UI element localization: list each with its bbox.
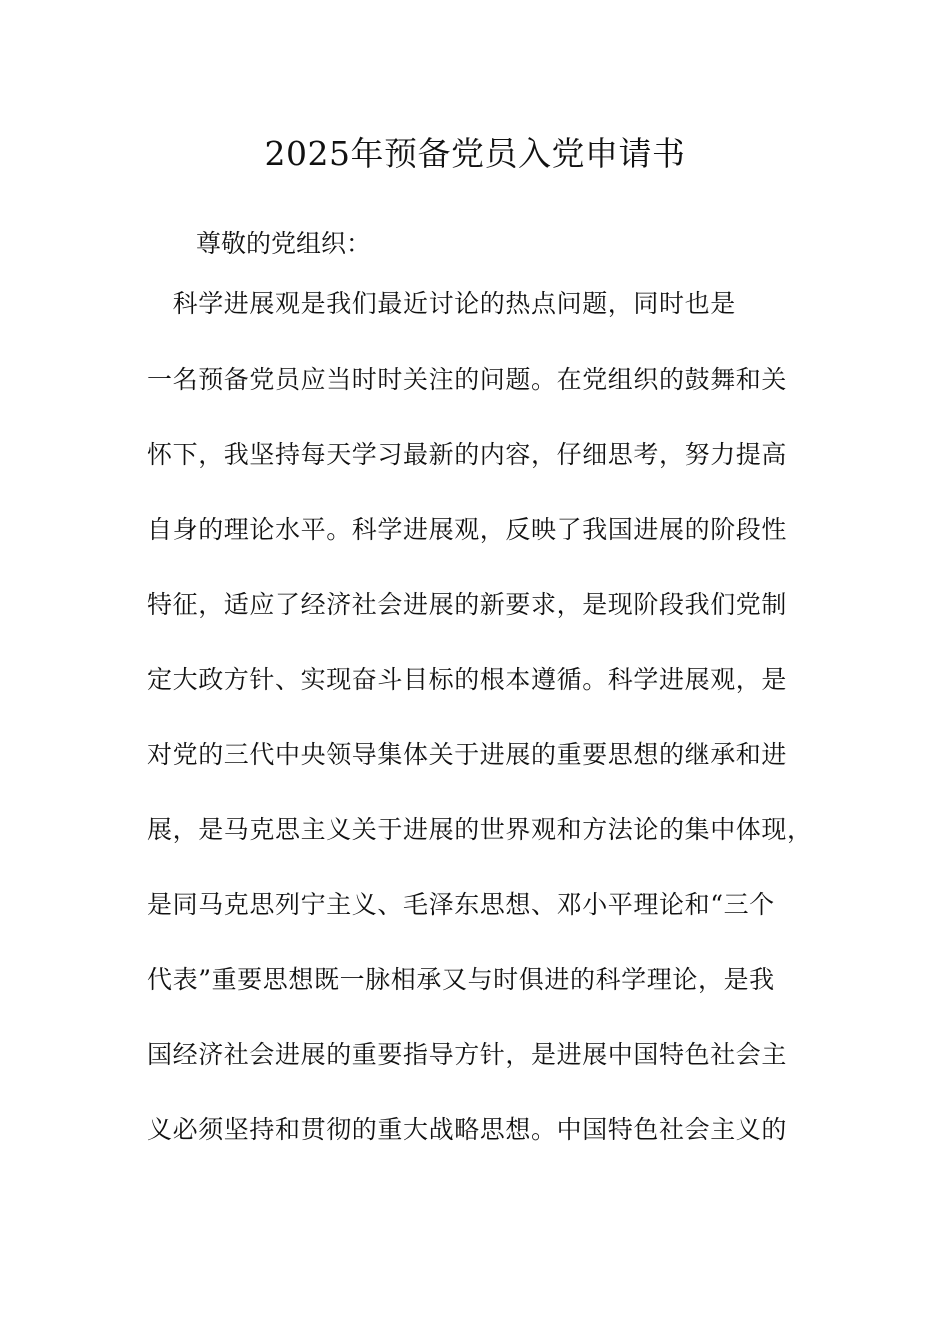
body-line: 一名预备党员应当时时关注的问题。在党组织的鼓舞和关 [147, 365, 788, 394]
body-line: 义必须坚持和贯彻的重大战略思想。中国特色社会主义的 [147, 1115, 788, 1144]
body-line: 科学进展观是我们最近讨论的热点问题，同时也是 [147, 289, 736, 318]
body-line: 自身的理论水平。科学进展观，反映了我国进展的阶段性 [147, 515, 788, 544]
body-line: 国经济社会进展的重要指导方针，是进展中国特色社会主 [147, 1040, 788, 1069]
body-line: 展，是马克思主义关于进展的世界观和方法论的集中体现， [147, 815, 813, 844]
body-line: 是同马克思列宁主义、毛泽东思想、邓小平理论和“三个 [147, 890, 775, 919]
body-line: 代表”重要思想既一脉相承又与时俱进的科学理论，是我 [147, 965, 775, 994]
body-line: 怀下，我坚持每天学习最新的内容，仔细思考，努力提高 [147, 440, 788, 469]
body-line: 对党的三代中央领导集体关于进展的重要思想的继承和进 [147, 740, 788, 769]
body-line: 定大政方针、实现奋斗目标的根本遵循。科学进展观，是 [147, 665, 788, 694]
salutation: 尊敬的党组织： [196, 229, 372, 258]
body-line: 特征，适应了经济社会进展的新要求，是现阶段我们党制 [147, 590, 788, 619]
document-title: 2025年预备党员入党申请书 [264, 134, 686, 173]
